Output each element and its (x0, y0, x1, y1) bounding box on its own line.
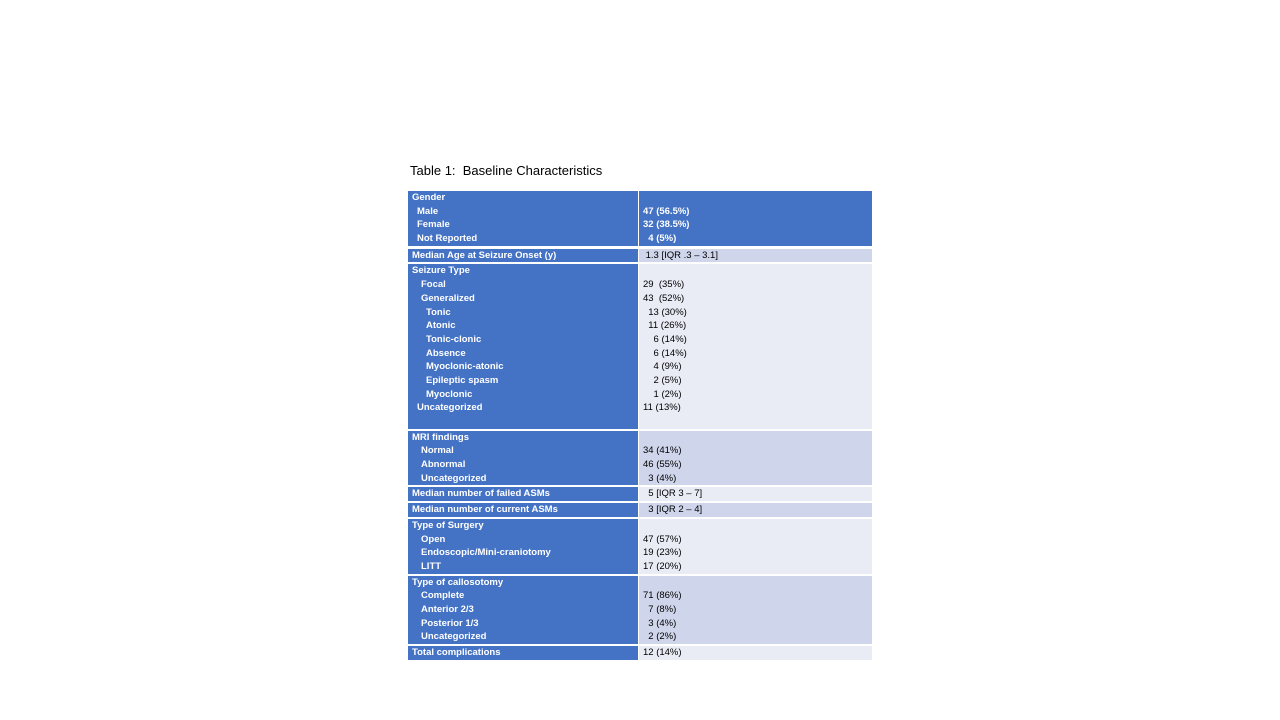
atonic-value: 11 (26%) (643, 320, 687, 332)
section-mri (408, 431, 872, 488)
mri-normal-value: 34 (41%) (643, 445, 682, 457)
seizure-type-header: Seizure Type (412, 265, 470, 277)
surgery-endoscopic-label: Endoscopic/Mini-craniotomy (421, 547, 551, 559)
generalized-label: Generalized (421, 292, 475, 304)
myoclonic-value: 1 (2%) (643, 388, 682, 400)
surgery-header: Type of Surgery (412, 519, 484, 531)
mri-header: MRI findings (412, 431, 469, 443)
gender-header-value-empty (639, 191, 872, 205)
gender-header: Gender (412, 192, 446, 203)
section-seizure-type (408, 264, 872, 430)
failed-asms-label: Median number of failed ASMs (412, 488, 550, 500)
male-value: 47 (56.5%) (643, 205, 690, 217)
myoclonic-atonic-value: 4 (9%) (643, 361, 682, 373)
section-median-age (408, 249, 872, 265)
callosotomy-complete-value: 71 (86%) (643, 590, 682, 602)
callosotomy-uncategorized-label: Uncategorized (421, 631, 487, 643)
tonic-value: 13 (30%) (643, 306, 687, 318)
mri-abnormal-value: 46 (55%) (643, 459, 682, 471)
male-label: Male (417, 205, 439, 217)
surgery-litt-value: 17 (20%) (643, 560, 682, 572)
tonic-label: Tonic (426, 306, 451, 318)
callosotomy-complete-label: Complete (421, 590, 465, 602)
myoclonic-atonic-label: Myoclonic-atonic (426, 361, 504, 373)
seizure-header-value-empty (639, 264, 872, 278)
myoclonic-label: Myoclonic (426, 388, 473, 400)
mri-abnormal-label: Abnormal (421, 459, 466, 471)
surgery-endoscopic-value: 19 (23%) (643, 547, 682, 559)
callosotomy-anterior-label: Anterior 2/3 (421, 603, 474, 615)
tonic-clonic-label: Tonic-clonic (426, 333, 482, 345)
section-current-asms (408, 503, 872, 519)
seizure-uncategorized-label: Uncategorized (417, 402, 483, 414)
callosotomy-header: Type of callosotomy (412, 576, 504, 588)
table-title: Table 1: Baseline Characteristics (410, 163, 603, 178)
callosotomy-uncategorized-value: 2 (2%) (643, 631, 677, 643)
callosotomy-posterior-label: Posterior 1/3 (421, 617, 479, 629)
current-asms-value: 3 [IQR 2 – 4] (643, 504, 703, 516)
mri-normal-label: Normal (421, 445, 454, 457)
median-age-value: 1.3 [IQR .3 – 3.1] (643, 249, 718, 261)
failed-asms-value: 5 [IQR 3 – 7] (643, 488, 703, 500)
callosotomy-posterior-value: 3 (4%) (643, 617, 677, 629)
seizure-spacer (408, 415, 638, 429)
section-complications (408, 646, 872, 660)
section-failed-asms (408, 487, 872, 503)
female-value: 32 (38.5%) (643, 219, 690, 231)
surgery-open-label: Open (421, 533, 446, 545)
absence-label: Absence (426, 347, 466, 359)
surgery-open-value: 47 (57%) (643, 533, 682, 545)
gender-values (639, 191, 872, 246)
female-label: Female (417, 219, 450, 231)
epileptic-spasm-label: Epileptic spasm (426, 374, 499, 386)
baseline-characteristics-table (408, 191, 872, 660)
not-reported-label: Not Reported (417, 233, 478, 245)
current-asms-label: Median number of current ASMs (412, 504, 558, 516)
tonic-clonic-value: 6 (14%) (643, 333, 687, 345)
focal-label: Focal (421, 279, 446, 291)
atonic-label: Atonic (426, 320, 456, 332)
callosotomy-anterior-value: 7 (8%) (643, 603, 677, 615)
seizure-uncategorized-value: 11 (13%) (643, 402, 681, 414)
complications-label: Total complications (412, 647, 501, 658)
not-reported-value: 4 (5%) (643, 233, 677, 245)
mri-uncategorized-label: Uncategorized (421, 472, 487, 484)
focal-value: 29 (35%) (643, 279, 685, 291)
section-callosotomy (408, 576, 872, 646)
generalized-value: 43 (52%) (643, 292, 685, 304)
mri-uncategorized-value: 3 (4%) (643, 472, 677, 484)
section-surgery (408, 519, 872, 576)
median-age-label: Median Age at Seizure Onset (y) (412, 249, 557, 261)
absence-value: 6 (14%) (643, 347, 687, 359)
epileptic-spasm-value: 2 (5%) (643, 374, 682, 386)
section-gender (408, 191, 872, 249)
gender-labels (408, 191, 639, 246)
complications-value: 12 (14%) (643, 647, 682, 658)
surgery-litt-label: LITT (421, 560, 442, 572)
